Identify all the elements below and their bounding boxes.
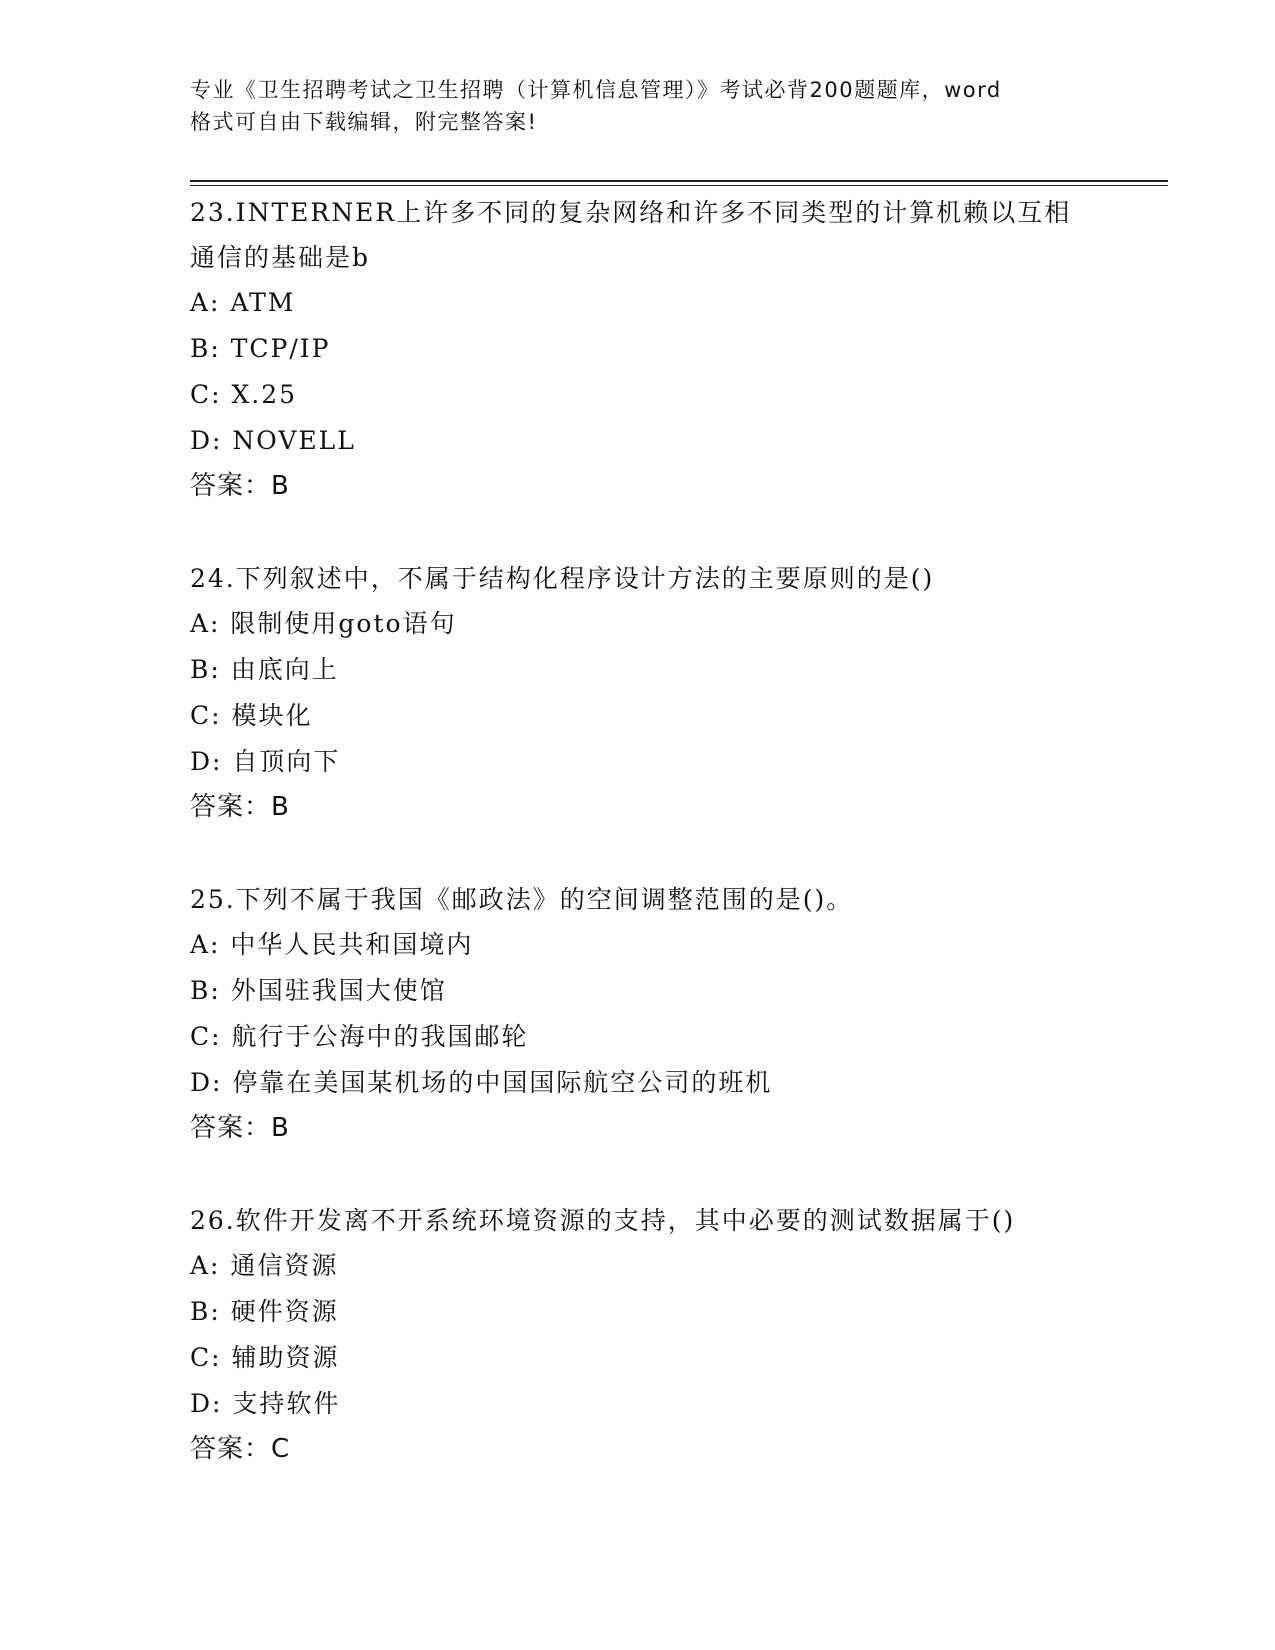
option-b: B: 外国驻我国大使馆 [190, 976, 447, 1005]
answer-line: 答案：B [190, 1113, 290, 1143]
option-d: D: NOVELL [190, 426, 356, 455]
option-d: D: 自顶向下 [190, 747, 341, 776]
question-26 [190, 1198, 1090, 1471]
answer-line: 答案：B [190, 471, 290, 501]
question-stem-line: 24.下列叙述中，不属于结构化程序设计方法的主要原则的是() [190, 564, 935, 593]
header-divider-thin [190, 185, 1168, 186]
question-stem-line: 26.软件开发离不开系统环境资源的支持，其中必要的测试数据属于() [190, 1206, 1016, 1235]
question-stem-line: 23.INTERNER上许多不同的复杂网络和许多不同类型的计算机赖以互相 [190, 198, 1072, 227]
question-spacer [190, 1150, 1090, 1198]
document-header [190, 74, 1090, 138]
option-b: B: TCP/IP [190, 334, 331, 363]
header-divider-thick [190, 180, 1168, 182]
option-a: A: 限制使用goto语句 [190, 609, 457, 638]
option-b: B: 硬件资源 [190, 1297, 339, 1326]
question-stem-line: 25.下列不属于我国《邮政法》的空间调整范围的是()。 [190, 885, 854, 914]
answer-line: 答案：B [190, 792, 290, 822]
option-c: C: 模块化 [190, 701, 313, 730]
header-line-2: 格式可自由下载编辑，附完整答案! [190, 110, 538, 134]
option-a: A: 中华人民共和国境内 [190, 930, 474, 959]
option-b: B: 由底向上 [190, 655, 339, 684]
question-spacer [190, 508, 1090, 556]
option-a: A: 通信资源 [190, 1251, 339, 1280]
question-24 [190, 556, 1090, 829]
option-a: A: ATM [190, 288, 296, 317]
question-spacer [190, 829, 1090, 877]
option-d: D: 支持软件 [190, 1389, 341, 1418]
option-d: D: 停靠在美国某机场的中国国际航空公司的班机 [190, 1068, 773, 1097]
question-23 [190, 190, 1090, 508]
option-c: C: 航行于公海中的我国邮轮 [190, 1022, 529, 1051]
question-list [190, 190, 1090, 1471]
question-25 [190, 877, 1090, 1150]
option-c: C: X.25 [190, 380, 298, 409]
question-stem-line: 通信的基础是b [190, 243, 371, 272]
answer-line: 答案：C [190, 1434, 291, 1464]
header-line-1: 专业《卫生招聘考试之卫生招聘（计算机信息管理）》考试必背200题题库，word [190, 78, 1002, 102]
option-c: C: 辅助资源 [190, 1343, 340, 1372]
